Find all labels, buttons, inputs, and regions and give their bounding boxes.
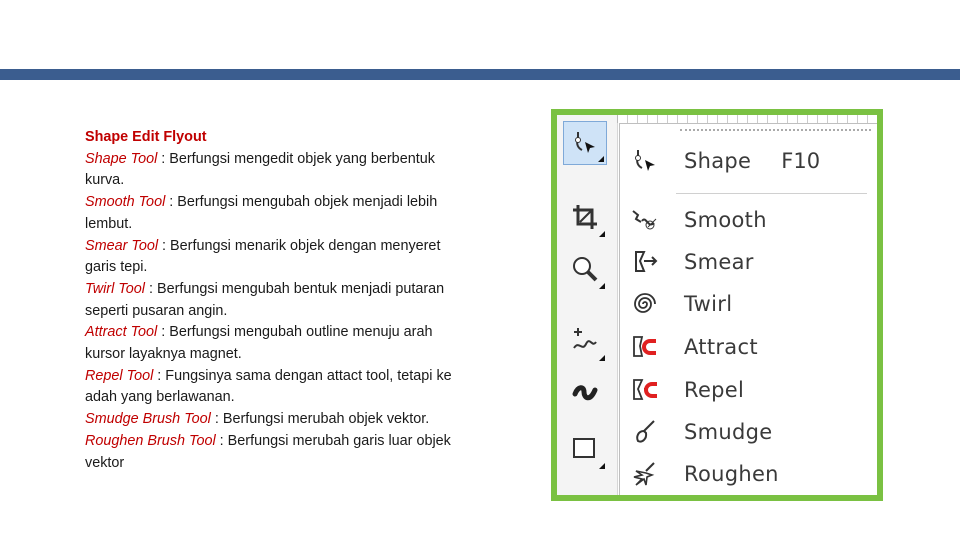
flyout-item-attract[interactable] [620,326,877,368]
crop-icon [570,202,600,232]
tool-desc: : Berfungsi merubah objek vektor. [210,411,430,428]
tool-desc: : Berfungsi menarik objek dengan menyeret garis tepi. [85,237,441,276]
flyout-separator [676,193,867,194]
tool-name: Shape Tool [85,150,158,167]
flyout-item-repel[interactable] [620,369,877,411]
repel-icon [630,375,660,405]
entry-repel [85,366,465,409]
description-text [85,127,465,474]
tool-name: Twirl Tool [85,280,145,297]
ruler [617,115,877,123]
tool-name: Attract Tool [85,324,158,341]
tool-desc: : Berfungsi mengubah bentuk menjadi putaran seperti pusaran angin. [85,280,445,319]
app-window [557,115,877,495]
screenshot-panel [551,109,883,501]
smooth-icon [630,205,660,235]
entry-attract [85,322,465,365]
shape-icon [570,128,600,158]
tool-desc: : Berfungsi mengedit objek yang berbentuk kurva. [85,150,435,189]
rectangle-tool-button[interactable] [563,427,607,471]
flyout-label: Roughen [684,462,779,486]
flyout-label: Attract [684,335,758,359]
crop-tool-button[interactable] [563,195,607,239]
flyout-grip[interactable] [680,129,871,131]
entry-smudge [85,409,465,431]
flyout-item-shape[interactable] [620,140,877,182]
tool-desc: : Berfungsi mengubah outline menuju arah kursor layaknya magnet. [85,324,433,363]
flyout-label: Smear [684,250,754,274]
flyout-item-roughen[interactable] [620,453,877,495]
zoom-tool-button[interactable] [563,247,607,291]
smear-icon [630,247,660,277]
freehand-icon [570,326,600,356]
artistic-media-icon [570,378,600,408]
entry-roughen [85,431,465,474]
flyout-label: Shape [684,149,752,173]
entry-smear [85,236,465,279]
freehand-tool-button[interactable] [563,319,607,363]
section-title: Shape Edit Flyout [85,129,207,145]
rectangle-icon [570,434,600,464]
flyout-item-smooth[interactable] [620,199,877,241]
roughen-icon [630,459,660,489]
twirl-icon [630,289,660,319]
flyout-label: Smudge [684,420,773,444]
zoom-icon [570,254,600,284]
smudge-icon [630,417,660,447]
tool-name: Smudge Brush Tool [85,411,211,428]
shortcut-key: F10 [781,149,821,173]
tool-name: Roughen Brush Tool [85,432,216,449]
tool-desc: : Fungsinya sama dengan attact tool, tetapi ke adah yang berlawanan. [85,367,452,406]
tool-name: Smooth Tool [85,194,166,211]
tool-name: Smear Tool [85,237,159,254]
flyout-label: Smooth [684,208,767,232]
flyout-label: Twirl [684,292,733,316]
entry-smooth [85,192,465,235]
tool-name: Repel Tool [85,367,154,384]
tool-desc: : Berfungsi merubah garis luar objek vektor [85,432,451,471]
top-accent-bar [0,69,960,80]
artistic-media-tool-button[interactable] [563,371,607,415]
flyout-item-smear[interactable] [620,241,877,283]
tool-desc: : Berfungsi mengubah objek menjadi lebih lembut. [85,194,438,232]
attract-icon [630,332,660,362]
entry-shape [85,149,465,192]
flyout-item-twirl[interactable] [620,283,877,325]
toolbox [557,115,618,495]
entry-twirl [85,279,465,322]
flyout-item-smudge[interactable] [620,411,877,453]
shape-icon [630,146,660,176]
shape-edit-flyout [619,123,877,495]
shape-tool-button[interactable] [563,121,607,165]
flyout-label: Repel [684,378,745,402]
